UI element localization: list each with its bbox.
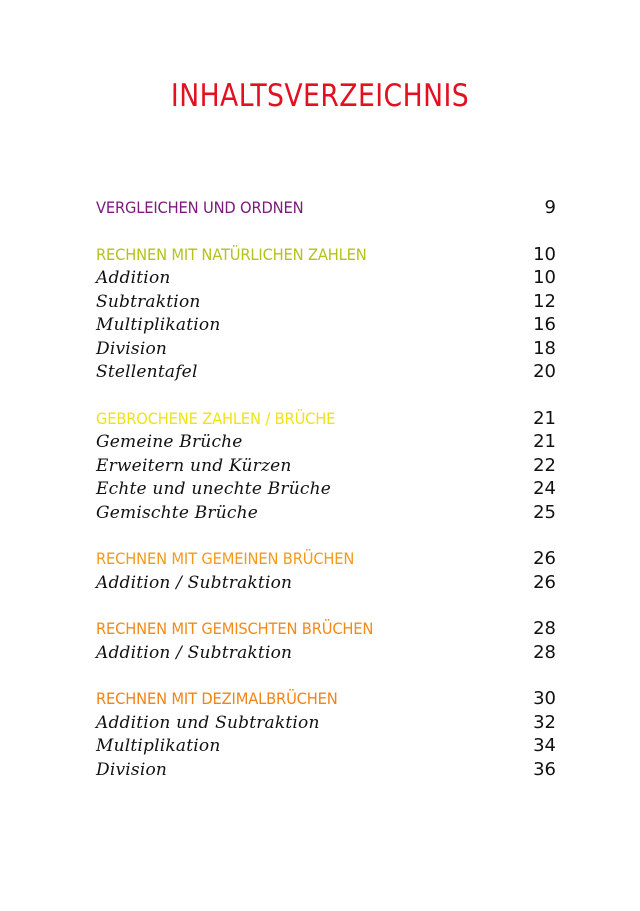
toc-entry-page-number: 12 [533, 290, 556, 312]
section-heading-row [96, 243, 556, 267]
toc-entry-row [96, 290, 556, 314]
toc-entry-row [96, 454, 556, 478]
toc-entry-label: Division [96, 338, 168, 359]
toc-entry-row [96, 734, 556, 758]
section-page-number: 30 [533, 688, 556, 709]
toc-entry-page-number: 36 [533, 758, 556, 780]
toc-entry-row [96, 360, 556, 384]
section-page-number: 10 [533, 243, 556, 265]
toc-section [96, 687, 556, 781]
section-heading: RECHNEN MIT GEMEINEN BRÜCHEN [96, 549, 355, 568]
toc-entry-label: Erweitern und Kürzen [96, 455, 292, 476]
toc-entry-label: Echte und unechte Brüche [96, 479, 331, 499]
toc-entry-row [96, 266, 556, 290]
toc-entry-page-number: 24 [533, 478, 556, 499]
section-page-number: 9 [544, 197, 556, 218]
section-heading: VERGLEICHEN UND ORDNEN [96, 198, 304, 217]
toc-entry-label: Stellentafel [96, 362, 198, 382]
toc-entry-page-number: 20 [533, 361, 556, 382]
toc-entry-label: Addition [96, 268, 171, 288]
toc-entry-label: Addition / Subtraktion [96, 642, 293, 663]
section-heading-row [96, 547, 556, 571]
section-heading: RECHNEN MIT GEMISCHTEN BRÜCHEN [96, 619, 374, 638]
section-heading-row [96, 687, 556, 711]
toc-entry-row [96, 501, 556, 525]
toc-entry-page-number: 28 [533, 641, 556, 663]
toc-entry-page-number: 18 [533, 337, 556, 359]
toc-entry-label: Division [96, 759, 168, 780]
toc-entry-label: Gemischte Brüche [96, 502, 258, 523]
section-heading: GEBROCHENE ZAHLEN / BRÜCHE [96, 408, 336, 428]
section-heading-row [96, 407, 556, 431]
toc-entry-page-number: 16 [533, 314, 556, 335]
toc-entry-page-number: 25 [533, 501, 556, 523]
toc-section [96, 243, 556, 384]
toc-entry-page-number: 10 [533, 267, 556, 288]
toc-entry-row [96, 641, 556, 665]
toc-entry-row [96, 571, 556, 595]
section-page-number: 26 [533, 548, 556, 569]
toc-section [96, 196, 556, 220]
section-heading-row [96, 617, 556, 641]
section-page-number: 28 [533, 618, 556, 639]
toc-entry-page-number: 26 [533, 571, 556, 593]
toc-entry-row [96, 337, 556, 361]
toc-section [96, 547, 556, 594]
toc-entry-label: Addition und Subtraktion [96, 712, 320, 733]
toc-entry-label: Multiplikation [96, 315, 221, 335]
section-page-number: 21 [533, 407, 556, 429]
toc-entry-page-number: 22 [533, 454, 556, 476]
section-heading: RECHNEN MIT NATÜRLICHEN ZAHLEN [96, 244, 367, 264]
toc-entry-page-number: 21 [533, 431, 556, 452]
page-title: INHALTSVERZEICHNIS [170, 78, 470, 114]
toc-entry-label: Gemeine Brüche [96, 432, 243, 452]
toc-entry-row [96, 711, 556, 735]
toc-entry-row [96, 477, 556, 501]
toc-entry-page-number: 32 [533, 711, 556, 733]
toc-section [96, 407, 556, 525]
section-heading: RECHNEN MIT DEZIMALBRÜCHEN [96, 689, 338, 708]
toc-list [96, 196, 556, 804]
toc-entry-label: Subtraktion [96, 291, 201, 312]
toc-entry-row [96, 758, 556, 782]
toc-entry-label: Addition / Subtraktion [96, 572, 293, 593]
section-heading-row [96, 196, 556, 220]
toc-entry-row [96, 313, 556, 337]
toc-entry-row [96, 430, 556, 454]
toc-entry-label: Multiplikation [96, 736, 221, 756]
toc-entry-page-number: 34 [533, 735, 556, 756]
toc-section [96, 617, 556, 664]
